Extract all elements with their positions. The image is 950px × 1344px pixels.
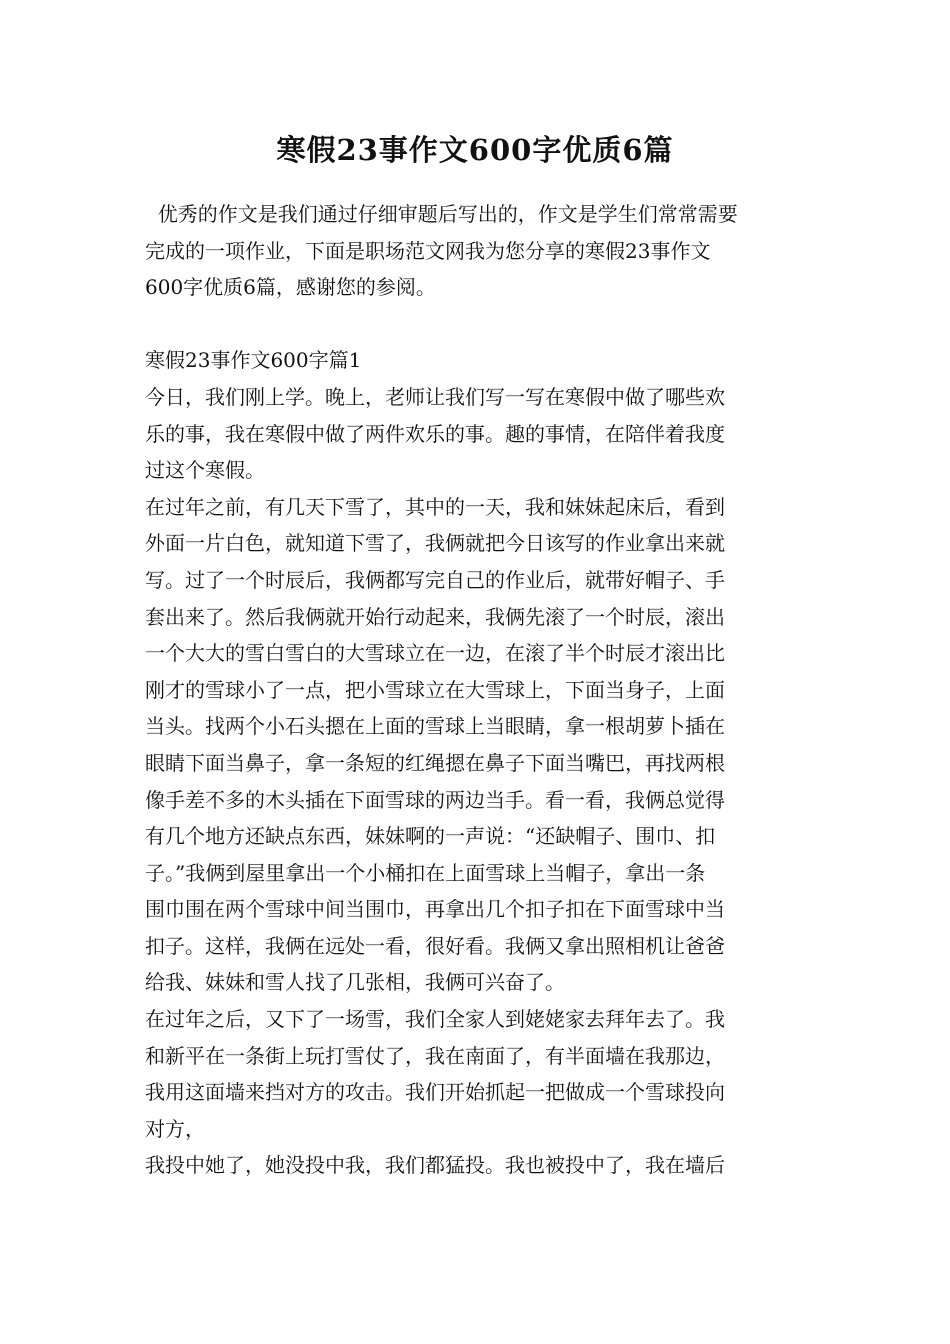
document-body [145, 196, 825, 1184]
paragraph-spacer [145, 306, 825, 343]
body-line: 刚才的雪球小了一点，把小雪球立在大雪球上，下面当身子，上面 [145, 677, 725, 702]
body-line: 围巾围在两个雪球中间当围巾，再拿出几个扣子扣在下面雪球中当 [145, 897, 725, 922]
body-line: 写。过了一个时辰后，我俩都写完自己的作业后，就带好帽子、手 [145, 567, 725, 592]
body-line: 在过年之后，又下了一场雪，我们全家人到姥姥家去拜年去了。我 [145, 1007, 725, 1032]
body-line: 当头。找两个小石头摁在上面的雪球上当眼睛，拿一根胡萝卜插在 [145, 714, 725, 739]
body-line: 有几个地方还缺点东西，妹妹啊的一声说：“还缺帽子、围巾、扣 [145, 824, 716, 849]
body-line: 套出来了。然后我俩就开始行动起来，我俩先滚了一个时辰，滚出 [145, 604, 725, 629]
body-line: 扣子。这样，我俩在远处一看，很好看。我俩又拿出照相机让爸爸 [145, 933, 725, 958]
body-line: 外面一片白色，就知道下雪了，我俩就把今日该写的作业拿出来就 [145, 531, 725, 556]
body-line: 子。”我俩到屋里拿出一个小桶扣在上面雪球上当帽子，拿出一条 [145, 860, 706, 885]
body-line: 今日，我们刚上学。晚上，老师让我们写一写在寒假中做了哪些欢 [145, 384, 725, 409]
body-line: 在过年之前，有几天下雪了，其中的一天，我和妹妹起床后，看到 [145, 494, 725, 519]
document-title: 寒假23事作文600字优质6篇 [276, 133, 674, 167]
body-line: 过这个寒假。 [145, 458, 265, 483]
intro-line: 600字优质6篇，感谢您的参阅。 [145, 275, 436, 300]
body-line: 眼睛下面当鼻子，拿一条短的红绳摁在鼻子下面当嘴巴，再找两根 [145, 750, 725, 775]
body-line: 像手差不多的木头插在下面雪球的两边当手。看一看，我俩总觉得 [145, 787, 725, 812]
body-line: 我用这面墙来挡对方的攻击。我们开始抓起一把做成一个雪球投向 [145, 1080, 725, 1105]
body-line: 和新平在一条街上玩打雪仗了，我在南面了，有半面墙在我那边， [145, 1043, 725, 1068]
intro-line: 优秀的作文是我们通过仔细审题后写出的，作文是学生们常常需要 [145, 202, 738, 226]
section-heading: 寒假23事作文600字篇1 [145, 348, 362, 373]
intro-line: 完成的一项作业，下面是职场范文网我为您分享的寒假23事作文 [145, 238, 711, 263]
body-line: 一个大大的雪白雪白的大雪球立在一边，在滚了半个时辰才滚出比 [145, 641, 725, 666]
body-line: 给我、妹妹和雪人找了几张相，我俩可兴奋了。 [145, 970, 565, 995]
body-line: 我投中她了，她没投中我，我们都猛投。我也被投中了，我在墙后 [145, 1153, 725, 1178]
body-line: 乐的事，我在寒假中做了两件欢乐的事。趣的事情，在陪伴着我度 [145, 421, 725, 446]
body-line: 对方， [145, 1116, 205, 1141]
